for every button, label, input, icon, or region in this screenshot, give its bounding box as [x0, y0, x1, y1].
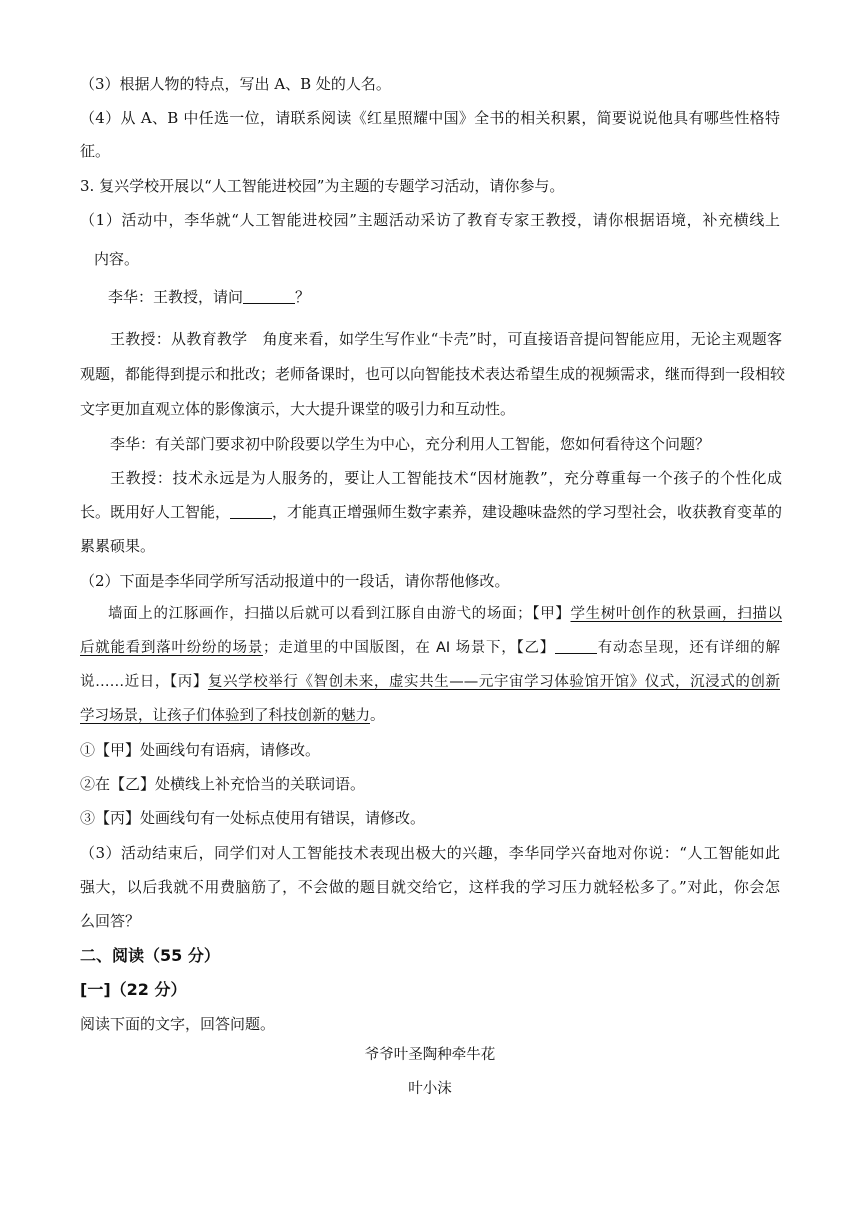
q2-sub4-line1: （4）从 A、B 中任选一位，请联系阅读《红星照耀中国》全书的相关积累，简要说说他具有哪些性格特	[80, 109, 780, 127]
report-text-3: 有动态呈现，还有详细的解	[597, 640, 780, 656]
q2-sub4-line2: 征。	[80, 142, 111, 160]
dialog-wang-2-line1: 王教授：技术永远是为人服务的，要让人工智能技术“因材施教”，充分尊重每一个孩子的个性化成	[110, 469, 782, 487]
answer-blank-1[interactable]	[243, 288, 295, 304]
report-para-line3	[80, 671, 780, 693]
report-para-line1	[108, 603, 782, 625]
q3-sub3-line1: （3）活动结束后，同学们对人工智能技术表现出极大的兴趣，李华同学兴奋地对你说：“人工智能如此	[80, 844, 780, 862]
report-text-2: ；走道里的中国版图，在 AI 场景下，【乙】	[262, 640, 556, 656]
reading-instruction: 阅读下面的文字，回答问题。	[80, 1015, 276, 1033]
section-heading: 二、阅读（55 分）	[80, 946, 220, 965]
q3-sub1-line1: （1）活动中，李华就“人工智能进校园”主题活动采访了教育专家王教授，请你根据语境，补充横线上	[80, 211, 780, 229]
dialog-wang-1-line2: 观题，都能得到提示和批改；老师备课时，也可以向智能技术表达希望生成的视频需求，继而得到一段相较	[80, 365, 786, 383]
dialog-wang-2-line2	[80, 501, 783, 523]
underlined-bing-a: 复兴学校举行《智创未来，虚实共生——元宇宙学习体验馆开馆》仪式，沉浸式的创新	[207, 674, 781, 690]
q3-sub1-line2: 内容。	[94, 250, 140, 268]
report-text-5: 。	[370, 708, 385, 724]
underlined-jia-b: 后就能看到落叶纷纷的场景	[80, 640, 263, 656]
q3-sub2: （2）下面是李华同学所写活动报道中的一段话，请你帮他修改。	[80, 572, 510, 590]
dialog-wang-1-line3: 文字更加直观立体的影像演示，大大提升课堂的吸引力和互动性。	[80, 400, 516, 418]
report-para-line4	[80, 705, 780, 727]
q3-item3: ③【丙】处画线句有一处标点使用有错误，请修改。	[80, 809, 426, 827]
underlined-bing-b: 学习场景，让孩子们体验到了科技创新的魅力	[80, 708, 370, 724]
q3-title: 3. 复兴学校开展以“人工智能进校园”为主题的专题学习活动，请你参与。	[80, 177, 565, 195]
q3-item2: ②在【乙】处横线上补充恰当的关联词语。	[80, 775, 366, 793]
q3-sub3-line2: 强大，以后我就不用费脑筋了，不会做的题目就交给它，这样我的学习压力就轻松多了。”对此，你会怎	[80, 878, 780, 896]
report-text-4: 说……近日，【丙】	[80, 674, 208, 690]
dialog-wang-2-line3: 累累硕果。	[80, 537, 156, 555]
q3-item1: ①【甲】处画线句有语病，请修改。	[80, 741, 321, 759]
report-text-1: 墙面上的江豚画作，扫描以后就可以看到江豚自由游弋的场面；【甲】	[108, 606, 571, 622]
report-para-line2	[80, 637, 780, 659]
article-author: 叶小沫	[408, 1081, 452, 1097]
article-title: 爷爷叶圣陶种牵牛花	[364, 1047, 496, 1063]
dialog-lihua-2: 李华：有关部门要求初中阶段要以学生为中心，充分利用人工智能，您如何看待这个问题？	[110, 435, 711, 453]
dialog-line-lihua-1	[108, 286, 808, 308]
answer-blank-2[interactable]	[230, 503, 272, 519]
dialog-wang-2-text-b: ，才能真正增强师生数字素养，建设趣味盎然的学习型社会，收获教育变革的	[272, 503, 783, 521]
q2-sub3: （3）根据人物的特点，写出 A、B 处的人名。	[80, 75, 391, 93]
dialog-lihua-question-mark: ？	[295, 288, 311, 306]
dialog-wang-2-text-a: 长。既用好人工智能，	[80, 503, 231, 521]
underlined-jia-a: 学生树叶创作的秋景画，扫描以	[570, 606, 783, 622]
dialog-wang-1-line1: 王教授：从教育教学 角度来看，如学生写作业“卡壳”时，可直接语音提问智能应用，无论主观题客	[110, 330, 782, 348]
dialog-lihua-question: 李华：王教授，请问	[108, 288, 244, 306]
q3-sub3-line3: 么回答？	[80, 912, 141, 930]
answer-blank-yi[interactable]	[555, 638, 597, 654]
part-heading: [一]（22 分）	[80, 980, 187, 999]
